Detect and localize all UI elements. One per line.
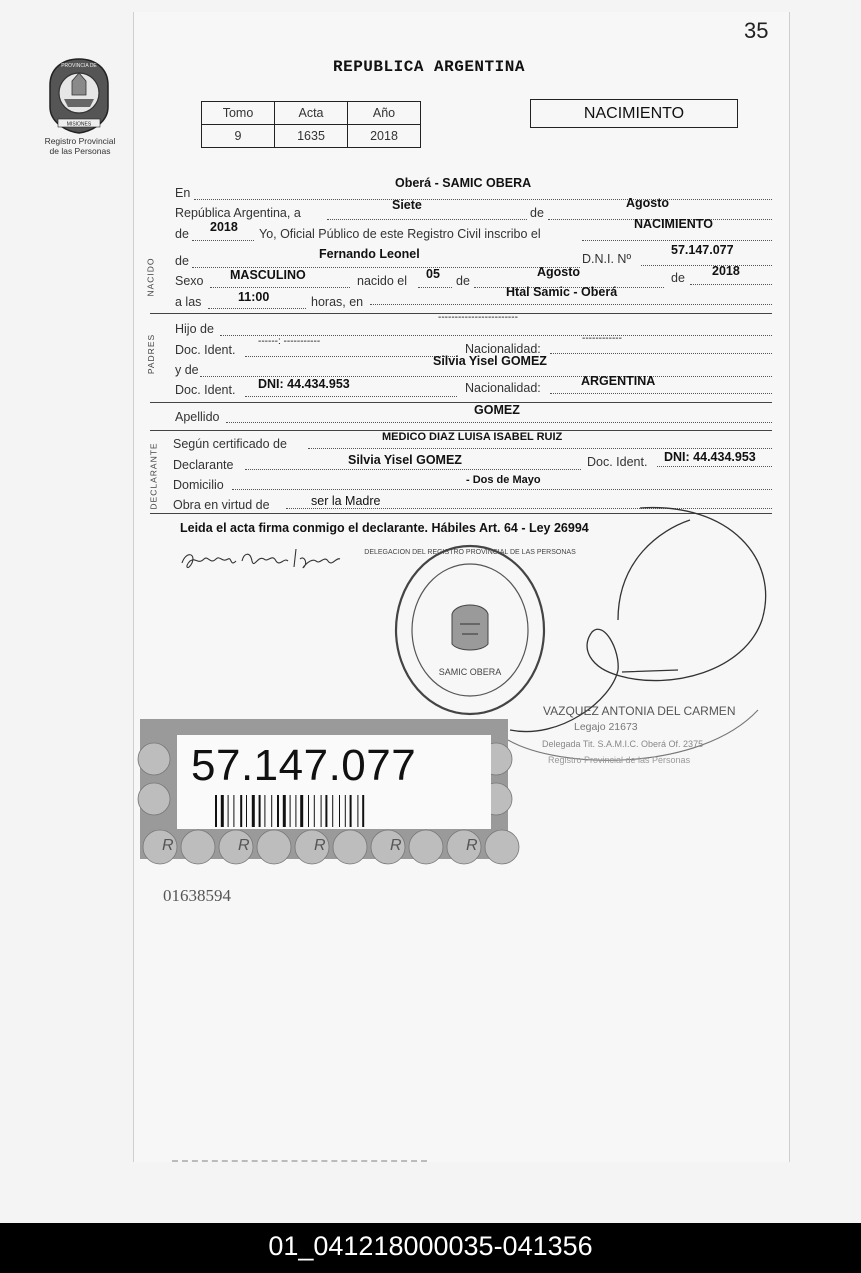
- label-apellido: Apellido: [175, 410, 220, 424]
- dotted-line: [582, 240, 772, 241]
- label-de-4: de: [456, 274, 470, 288]
- barcode-bar: [295, 795, 296, 827]
- dni-barcode: [215, 795, 455, 827]
- header-acta: Acta: [275, 102, 348, 125]
- barcode-bar: [362, 795, 364, 827]
- label-declarante: Declarante: [173, 458, 234, 472]
- header-tomo: Tomo: [202, 102, 275, 125]
- barcode-bar: [240, 795, 242, 827]
- barcode-bar: [259, 795, 261, 827]
- footer-bar: [0, 1223, 861, 1273]
- label-nacionalidad: Nacionalidad:: [465, 342, 541, 356]
- logo-caption: [30, 136, 130, 156]
- field-mes: Agosto: [626, 196, 670, 210]
- field-hora: 11:00: [238, 290, 270, 304]
- section-divider: [150, 402, 772, 403]
- barcode-bar: [252, 795, 255, 827]
- registry-table: [201, 101, 421, 148]
- label-de: de: [530, 206, 544, 220]
- label-de-5: de: [671, 271, 685, 285]
- label-doc-ident-3: Doc. Ident.: [587, 455, 648, 469]
- barcode-bar: [228, 795, 229, 827]
- label-domicilio: Domicilio: [173, 478, 224, 492]
- field-declarante: Silvia Yisel GOMEZ: [348, 453, 462, 467]
- barcode-bar: [321, 795, 322, 827]
- label-nacido-el: nacido el: [357, 274, 408, 288]
- dotted-line: [245, 396, 457, 397]
- label-en: En: [175, 186, 191, 200]
- barcode-bar: [314, 795, 315, 827]
- field-apellido: GOMEZ: [474, 403, 520, 417]
- field-lugar: Oberá - SAMIC OBERA: [395, 176, 532, 190]
- dotted-line: [690, 284, 772, 285]
- value-tomo: 9: [202, 125, 275, 148]
- record-type-box: NACIMIENTO: [530, 99, 738, 128]
- page-number: 35: [744, 18, 769, 43]
- dotted-line: [232, 489, 772, 490]
- field-nac-anio: 2018: [712, 264, 740, 278]
- field-madre-doc: DNI: 44.434.953: [258, 377, 350, 391]
- label-de-3: de: [175, 254, 189, 268]
- dni-sticker: [140, 719, 508, 859]
- field-lugar-nacimiento: Htal Samic - Oberá: [506, 285, 618, 299]
- label-de-2: de: [175, 227, 189, 241]
- watermark-letter: R: [390, 837, 402, 854]
- official-signature: [500, 500, 790, 780]
- field-madre: Silvia Yisel GOMEZ: [433, 354, 547, 368]
- barcode-bar: [345, 795, 346, 827]
- closing-statement: Leida el acta firma conmigo el declarante. Hábiles Art. 64 - Ley 26994: [180, 521, 589, 535]
- dotted-line: [657, 466, 772, 467]
- field-dni: 57.147.077: [671, 243, 734, 257]
- dotted-line: [245, 469, 581, 470]
- barcode-bar: [290, 795, 291, 827]
- official-name: VAZQUEZ ANTONIA DEL CARMEN: [543, 704, 736, 718]
- stamp-ring-text: DELEGACION DEL REGISTRO PROVINCIAL DE LAS PERSONAS: [364, 549, 576, 556]
- field-padre: ------------------------: [438, 312, 518, 323]
- field-dia: Siete: [392, 198, 422, 212]
- barcode-bar: [246, 795, 247, 827]
- barcode-bar: [271, 795, 272, 827]
- sticker-dni-number: 57.147.077: [191, 741, 417, 790]
- side-label-declarante: DECLARANTE: [148, 442, 159, 510]
- watermark-letter: R: [162, 837, 174, 854]
- watermark-letter: R: [314, 837, 326, 854]
- barcode-bar: [221, 795, 224, 827]
- document-title: REPUBLICA ARGENTINA: [333, 58, 525, 76]
- field-tipo-inscripcion: NACIMIENTO: [634, 217, 713, 231]
- barcode-bar: [308, 795, 309, 827]
- provincial-seal-logo: [44, 55, 114, 135]
- field-padre-nacionalidad: ------------: [582, 333, 622, 344]
- label-a-las: a las: [175, 295, 202, 309]
- dotted-line: [208, 308, 306, 309]
- footer-dashed-line: [172, 1160, 427, 1164]
- field-padre-doc: ------: -----------: [258, 336, 321, 347]
- barcode-bar: [300, 795, 303, 827]
- header-anio: Año: [348, 102, 421, 125]
- barcode-bar: [233, 795, 234, 827]
- side-label-nacido: NACIDO: [145, 257, 156, 297]
- sticker-label: [177, 735, 491, 829]
- label-sexo: Sexo: [175, 274, 204, 288]
- field-declarante-doc: DNI: 44.434.953: [664, 450, 756, 464]
- dotted-line: [194, 199, 772, 200]
- field-nac-mes: Agosto: [537, 265, 581, 279]
- page-left-edge: [133, 12, 134, 1162]
- field-domicilio: - Dos de Mayo: [466, 474, 541, 486]
- dotted-line: [550, 353, 772, 354]
- dotted-line: [550, 393, 772, 394]
- dotted-line: [641, 265, 772, 266]
- label-dni: D.N.I. Nº: [582, 252, 632, 266]
- label-obra-en-virtud: Obra en virtud de: [173, 498, 270, 512]
- value-anio: 2018: [348, 125, 421, 148]
- field-certificado: MEDICO DIAZ LUISA ISABEL RUIZ: [382, 431, 563, 443]
- label-yo-oficial: Yo, Oficial Público de este Registro Civil inscribo el: [259, 227, 541, 241]
- dotted-line: [418, 287, 452, 288]
- field-obra-en-virtud: ser la Madre: [311, 494, 381, 508]
- barcode-bar: [350, 795, 352, 827]
- serial-number: 01638594: [163, 886, 231, 905]
- field-anio: 2018: [210, 220, 238, 234]
- stamp-inner-text: SAMIC OBERA: [438, 667, 502, 677]
- logo-caption-line1: Registro Provincial: [44, 136, 116, 146]
- field-nac-dia: 05: [426, 267, 440, 281]
- watermark-letter: R: [238, 837, 250, 854]
- logo-seal-bottom-text: MISIONES: [66, 121, 92, 128]
- barcode-bar: [264, 795, 265, 827]
- field-nombre: Fernando Leonel: [319, 247, 420, 261]
- side-label-padres: PADRES: [146, 333, 157, 375]
- barcode-bar: [332, 795, 333, 827]
- barcode-bar: [215, 795, 217, 827]
- footer-id: 01_041218000035-041356: [268, 1231, 593, 1261]
- dotted-line: [192, 240, 254, 241]
- barcode-bar: [283, 795, 286, 827]
- barcode-bar: [357, 795, 358, 827]
- barcode-bar: [339, 795, 340, 827]
- label-republica: República Argentina, a: [175, 206, 301, 220]
- barcode-bar: [277, 795, 279, 827]
- declarant-signature: [178, 541, 348, 581]
- official-role: Delegada Tit. S.A.M.I.C. Oberá Of. 2375: [542, 739, 704, 749]
- official-legajo: Legajo 21673: [574, 721, 638, 733]
- label-hijo-de: Hijo de: [175, 322, 214, 336]
- field-madre-nacionalidad: ARGENTINA: [581, 374, 656, 388]
- label-nacionalidad-2: Nacionalidad:: [465, 381, 541, 395]
- barcode-bar: [325, 795, 327, 827]
- dotted-line: [327, 219, 527, 220]
- logo-seal-top-text: PROVINCIA DE: [61, 63, 97, 69]
- field-sexo: MASCULINO: [230, 268, 306, 282]
- label-doc-ident-2: Doc. Ident.: [175, 383, 236, 397]
- dotted-line: [226, 422, 772, 423]
- label-segun-certificado: Según certificado de: [173, 437, 287, 451]
- label-horas-en: horas, en: [311, 295, 364, 309]
- dotted-line: [210, 287, 350, 288]
- dotted-line: [245, 356, 457, 357]
- label-doc-ident: Doc. Ident.: [175, 343, 236, 357]
- logo-caption-line2: de las Personas: [49, 146, 111, 156]
- dotted-line: [308, 448, 772, 449]
- official-registry: Registro Provincial de las Personas: [548, 755, 691, 765]
- dotted-line: [370, 304, 772, 305]
- label-y-de: y de: [175, 363, 199, 377]
- value-acta: 1635: [275, 125, 348, 148]
- watermark-letter: R: [466, 837, 478, 854]
